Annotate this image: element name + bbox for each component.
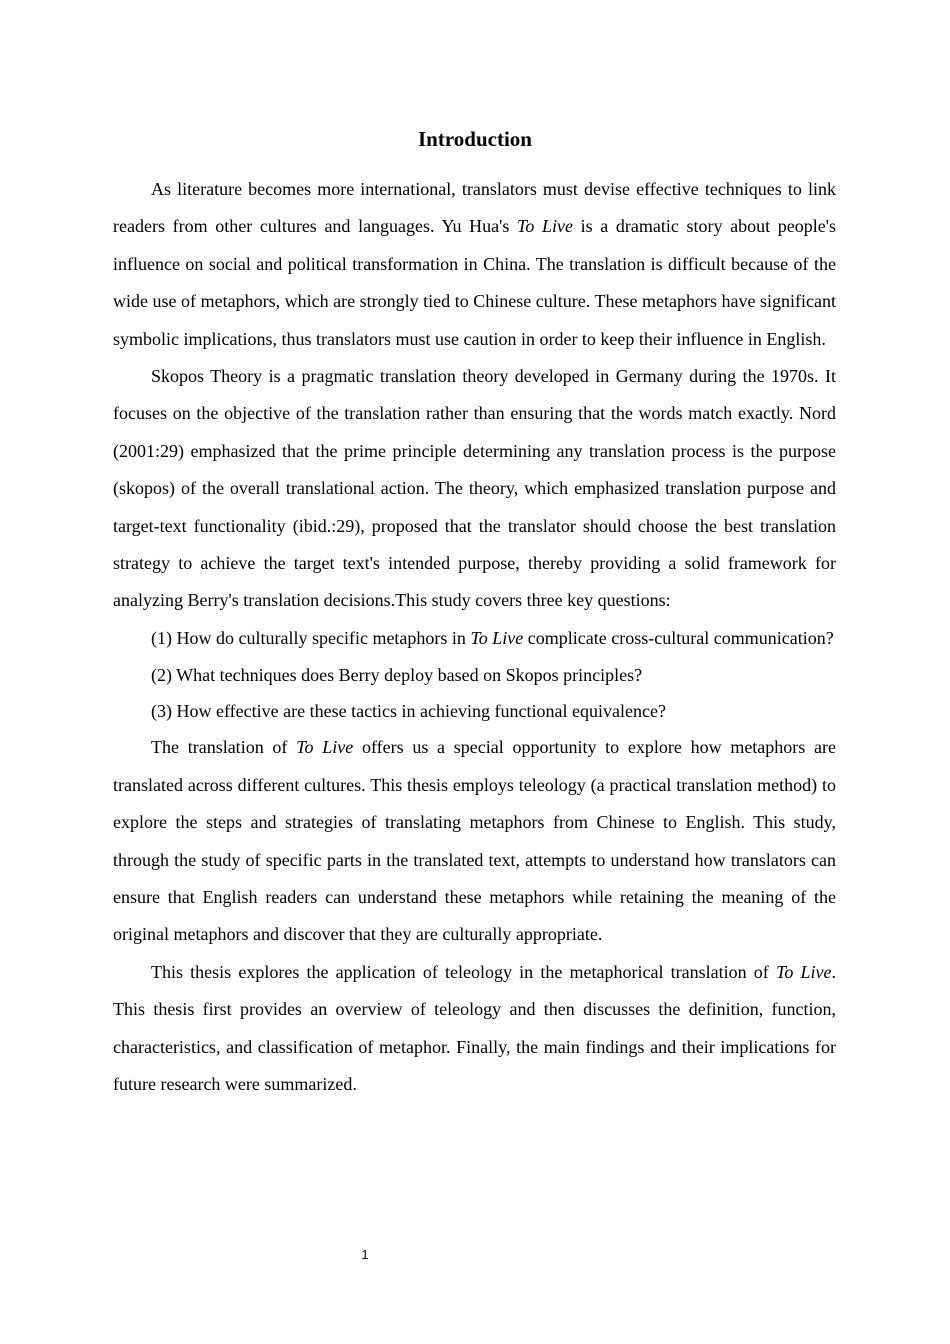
paragraph-text: The translation of	[151, 737, 297, 758]
book-title-italic: To Live	[470, 627, 524, 648]
paragraph-skopos	[113, 358, 836, 620]
page-title: Introduction	[418, 127, 532, 151]
question-text: How effective are these tactics in achieving functional equivalence?	[172, 701, 666, 722]
book-title-italic: To Live	[517, 216, 574, 237]
book-title-italic: To Live	[775, 961, 832, 982]
question-3	[113, 693, 836, 729]
question-number: (3)	[151, 701, 172, 722]
question-number: (2)	[151, 665, 172, 686]
book-title-italic: To Live	[296, 737, 354, 758]
paragraph-text: This thesis explores the application of teleology in the metaphorical translation of	[151, 961, 776, 982]
paragraph-thesis-overview	[113, 954, 836, 1104]
page-number: 1	[361, 1247, 369, 1262]
question-text: How do culturally specific metaphors in	[172, 627, 471, 648]
paragraph-text: offers us a special opportunity to explore how metaphors are translated across different cultures. This thesis employs teleology (a practical translation method) to explore the steps and strategies of translating metaphors from Chinese to English. This study, through the study of specific parts in the translated text, attempts to understand how translators can ensure that English readers can understand these metaphors while retaining the meaning of the original metaphors and discover that they are culturally appropriate.	[113, 737, 836, 945]
paragraph-text: Skopos Theory is a pragmatic translation theory developed in Germany during the 1970s. It focuses on the objective of the translation rather than ensuring that the words match exactly. Nord (2001:29) emphasized that the prime principle determining any translation process is the purpose (skopos) of the overall translational action. The theory, which emphasized translation purpose and target-text functionality (ibid.:29), proposed that the translator should choose the best translation strategy to achieve the target text's intended purpose, thereby providing a solid framework for analyzing Berry's translation decisions.This study covers three key questions:	[113, 366, 836, 611]
paragraph-text: . This thesis first provides an overview of teleology and then discusses the definition, function, characteristics, and classification of metaphor. Finally, the main findings and their implications for future research were summarized.	[113, 961, 836, 1094]
question-text: complicate cross-cultural communication?	[523, 627, 834, 648]
question-2	[113, 657, 836, 693]
question-1	[113, 620, 836, 657]
question-text: What techniques does Berry deploy based on Skopos principles?	[172, 665, 643, 686]
paragraph-text: is a dramatic story about people's influence on social and political transformation in China. The translation is difficult because of the wide use of metaphors, which are strongly tied to Chinese culture. These metaphors have significant symbolic implications, thus translators must use caution in order to keep their influence in English.	[113, 216, 836, 349]
paragraph-text: As literature becomes more international, translators must devise effective techniques to link readers from other cultures and languages. Yu Hua's	[113, 179, 836, 237]
paragraph-intro	[113, 171, 836, 358]
question-number: (1)	[151, 627, 172, 648]
paragraph-translation	[113, 729, 836, 953]
document-body	[113, 171, 836, 1103]
